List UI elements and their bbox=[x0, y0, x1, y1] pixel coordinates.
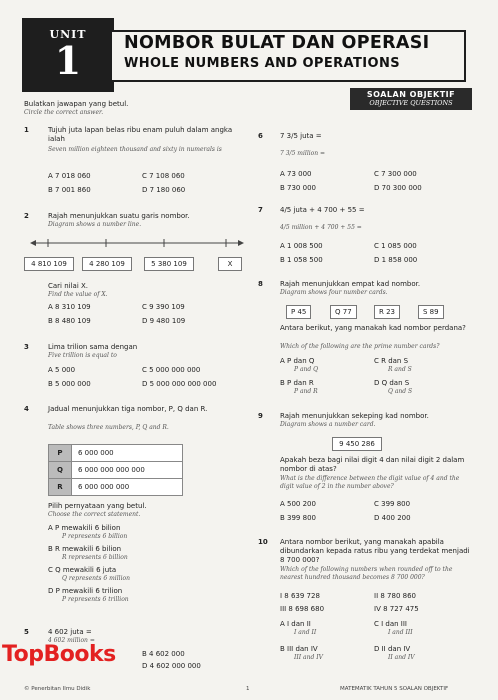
q6-option-a[interactable]: A 73 000 bbox=[280, 170, 312, 178]
title-english: WHOLE NUMBERS AND OPERATIONS bbox=[124, 56, 400, 71]
q4-option-c-en: Q represents 6 million bbox=[62, 575, 130, 582]
q8-option-c-en: R and S bbox=[388, 366, 412, 373]
objective-banner bbox=[350, 88, 472, 110]
q4-subtext-en: Choose the correct statement. bbox=[48, 511, 141, 518]
q4-option-c[interactable]: C Q mewakili 6 juta bbox=[48, 566, 117, 574]
q9-number-card: 9 450 286 bbox=[332, 437, 382, 451]
title-malay: NOMBOR BULAT DAN OPERASI bbox=[124, 33, 430, 53]
q4-text: Jadual menunjukkan tiga nombor, P, Q dan R. bbox=[48, 405, 208, 413]
q6-text: 7 3/5 juta = bbox=[280, 132, 322, 140]
row-value: 6 000 000 bbox=[72, 445, 183, 462]
number-card-p: P 45 bbox=[286, 305, 311, 319]
row-value: 6 000 000 000 000 bbox=[72, 462, 183, 479]
objective-english: OBJECTIVE QUESTIONS bbox=[369, 99, 453, 107]
q7-option-b[interactable]: B 1 058 500 bbox=[280, 256, 323, 264]
unit-label: UNIT bbox=[49, 28, 87, 41]
q10-option-c-en: I and III bbox=[388, 629, 413, 636]
q10-option-d[interactable]: D II dan IV bbox=[374, 645, 411, 653]
q8-subtext-en: Which of the following are the prime number cards? bbox=[280, 343, 440, 350]
q1-option-d[interactable]: D 7 180 060 bbox=[142, 186, 186, 194]
q1-option-c[interactable]: C 7 108 060 bbox=[142, 172, 185, 180]
q2-text-en: Diagram shows a number line. bbox=[48, 221, 142, 228]
q4-option-a[interactable]: A P mewakili 6 bilion bbox=[48, 524, 121, 532]
q8-option-a-en: P and Q bbox=[294, 366, 319, 373]
q10-option-b-en: III and IV bbox=[294, 654, 323, 661]
q5-option-d[interactable]: D 4 602 000 000 bbox=[142, 662, 201, 670]
q5-text: 4 602 juta = bbox=[48, 628, 92, 636]
q1-text-en: Seven million eighteen thousand and sixty in numerals is bbox=[48, 146, 222, 153]
q7-option-c[interactable]: C 1 085 000 bbox=[374, 242, 417, 250]
q9-subtext: Apakah beza bagi nilai digit 4 dan nilai digit 2 dalam nombor di atas? bbox=[280, 456, 465, 473]
q10-item-i: I 8 639 728 bbox=[280, 592, 320, 600]
number-card-q: Q 77 bbox=[330, 305, 357, 319]
row-value: 6 000 000 000 bbox=[72, 479, 183, 496]
q3-option-d[interactable]: D 5 000 000 000 000 bbox=[142, 380, 217, 388]
topbooks-logo: TopBooks bbox=[2, 642, 116, 667]
q2-text: Rajah menunjukkan suatu garis nombor. bbox=[48, 212, 190, 220]
q8-option-c[interactable]: C R dan S bbox=[374, 357, 409, 365]
q4-subtext: Pilih pernyataan yang betul. bbox=[48, 502, 147, 510]
row-key: P bbox=[49, 445, 72, 462]
q2-option-a[interactable]: A 8 310 109 bbox=[48, 303, 91, 311]
number-box-2: 4 280 109 bbox=[82, 257, 132, 271]
q10-option-a-en: I and II bbox=[294, 629, 317, 636]
q9-subtext-en: What is the difference between the digit value of 4 and the digit value of 2 in the number above? bbox=[280, 475, 460, 490]
q1-number: 1 bbox=[24, 126, 29, 134]
q9-number: 9 bbox=[258, 412, 263, 420]
q3-text-en: Five trillion is equal to bbox=[48, 352, 117, 359]
q5-number: 5 bbox=[24, 628, 29, 636]
q2-option-c[interactable]: C 9 390 109 bbox=[142, 303, 185, 311]
instruction-malay: Bulatkan jawapan yang betul. bbox=[24, 100, 129, 108]
q2-option-d[interactable]: D 9 480 109 bbox=[142, 317, 186, 325]
q9-text-en: Diagram shows a number card. bbox=[280, 421, 376, 428]
q10-option-b[interactable]: B III dan IV bbox=[280, 645, 318, 653]
page-number: 1 bbox=[246, 686, 250, 692]
q2-number: 2 bbox=[24, 212, 29, 220]
number-box-1: 4 810 109 bbox=[24, 257, 74, 271]
q4-option-a-en: P represents 6 billion bbox=[62, 533, 128, 540]
q10-item-iv: IV 8 727 475 bbox=[374, 605, 419, 613]
q7-option-a[interactable]: A 1 008 500 bbox=[280, 242, 323, 250]
q10-item-iii: III 8 698 680 bbox=[280, 605, 325, 613]
number-box-x: X bbox=[218, 257, 242, 271]
q10-item-ii: II 8 780 860 bbox=[374, 592, 416, 600]
q4-table bbox=[48, 444, 183, 496]
q8-subtext: Antara berikut, yang manakah kad nombor perdana? bbox=[280, 324, 466, 332]
q4-option-b[interactable]: B R mewakili 6 bilion bbox=[48, 545, 122, 553]
q8-text-en: Diagram shows four number cards. bbox=[280, 289, 388, 296]
q7-text-en: 4/5 million + 4 700 + 55 = bbox=[280, 224, 362, 231]
q9-option-d[interactable]: D 400 200 bbox=[374, 514, 411, 522]
q9-text: Rajah menunjukkan sekeping kad nombor. bbox=[280, 412, 429, 420]
q2-option-b[interactable]: B 8 480 109 bbox=[48, 317, 91, 325]
q7-text: 4/5 juta + 4 700 + 55 = bbox=[280, 206, 365, 214]
q2-subtext-en: Find the value of X. bbox=[48, 291, 108, 298]
q3-option-a[interactable]: A 5 000 bbox=[48, 366, 76, 374]
q9-option-b[interactable]: B 399 800 bbox=[280, 514, 316, 522]
q8-option-a[interactable]: A P dan Q bbox=[280, 357, 315, 365]
q8-option-b-en: P and R bbox=[294, 388, 318, 395]
q6-option-b[interactable]: B 730 000 bbox=[280, 184, 316, 192]
q3-text: Lima trilion sama dengan bbox=[48, 343, 138, 351]
q10-number: 10 bbox=[258, 538, 268, 546]
q3-option-c[interactable]: C 5 000 000 000 bbox=[142, 366, 201, 374]
number-card-r: R 23 bbox=[374, 305, 400, 319]
q4-option-d[interactable]: D P mewakili 6 trilion bbox=[48, 587, 123, 595]
number-box-3: 5 380 109 bbox=[144, 257, 194, 271]
q4-number: 4 bbox=[24, 405, 29, 413]
q1-option-b[interactable]: B 7 001 860 bbox=[48, 186, 91, 194]
q10-option-d-en: II and IV bbox=[388, 654, 415, 661]
unit-badge bbox=[22, 18, 114, 92]
q1-text: Tujuh juta lapan belas ribu enam puluh dalam angka ialah bbox=[48, 126, 233, 143]
q1-option-a[interactable]: A 7 018 060 bbox=[48, 172, 91, 180]
number-line bbox=[30, 236, 245, 250]
q7-number: 7 bbox=[258, 206, 263, 214]
q3-number: 3 bbox=[24, 343, 29, 351]
objective-malay: SOALAN OBJEKTIF bbox=[366, 90, 456, 99]
q10-text: Antara nombor berikut, yang manakah apabila dibundarkan kepada ratus ribu yang terdekat menjadi 8 700 000? bbox=[280, 538, 470, 564]
q6-option-d[interactable]: D 70 300 000 bbox=[374, 184, 422, 192]
q5-option-b[interactable]: B 4 602 000 bbox=[142, 650, 185, 658]
footer-publisher: © Penerbitan Ilmu Didik bbox=[24, 686, 91, 692]
q10-option-a[interactable]: A I dan II bbox=[280, 620, 311, 628]
q4-option-d-en: P represents 6 trillion bbox=[62, 596, 129, 603]
q8-number: 8 bbox=[258, 280, 263, 288]
q8-option-b[interactable]: B P dan R bbox=[280, 379, 314, 387]
instruction-english: Circle the correct answer. bbox=[24, 109, 104, 116]
row-key: Q bbox=[49, 462, 72, 479]
q6-text-en: 7 3/5 million = bbox=[280, 150, 326, 157]
unit-number: 1 bbox=[54, 38, 82, 83]
q10-option-c[interactable]: C I dan III bbox=[374, 620, 407, 628]
footer-title: MATEMATIK TAHUN 5 SOALAN OBJEKTIF bbox=[340, 686, 449, 692]
row-key: R bbox=[49, 479, 72, 496]
table-row bbox=[49, 462, 183, 479]
q4-option-b-en: R represents 6 billion bbox=[62, 554, 128, 561]
q8-option-d[interactable]: D Q dan S bbox=[374, 379, 410, 387]
q3-option-b[interactable]: B 5 000 000 bbox=[48, 380, 91, 388]
q9-option-a[interactable]: A 500 200 bbox=[280, 500, 316, 508]
q9-option-c[interactable]: C 399 800 bbox=[374, 500, 411, 508]
q6-option-c[interactable]: C 7 300 000 bbox=[374, 170, 417, 178]
q5-text-en: 4 602 million = bbox=[48, 637, 95, 644]
q2-subtext: Cari nilai X. bbox=[48, 282, 89, 290]
q8-option-d-en: Q and S bbox=[388, 388, 413, 395]
number-card-s: S 89 bbox=[418, 305, 444, 319]
q6-number: 6 bbox=[258, 132, 263, 140]
table-row bbox=[49, 445, 183, 462]
q10-text-en: Which of the following numbers when rounded off to the nearest hundred thousand becomes 8 700 000? bbox=[280, 566, 453, 581]
q7-option-d[interactable]: D 1 858 000 bbox=[374, 256, 418, 264]
q4-text-en: Table shows three numbers, P, Q and R. bbox=[48, 424, 169, 431]
table-row bbox=[49, 479, 183, 496]
q8-text: Rajah menunjukkan empat kad nombor. bbox=[280, 280, 421, 288]
